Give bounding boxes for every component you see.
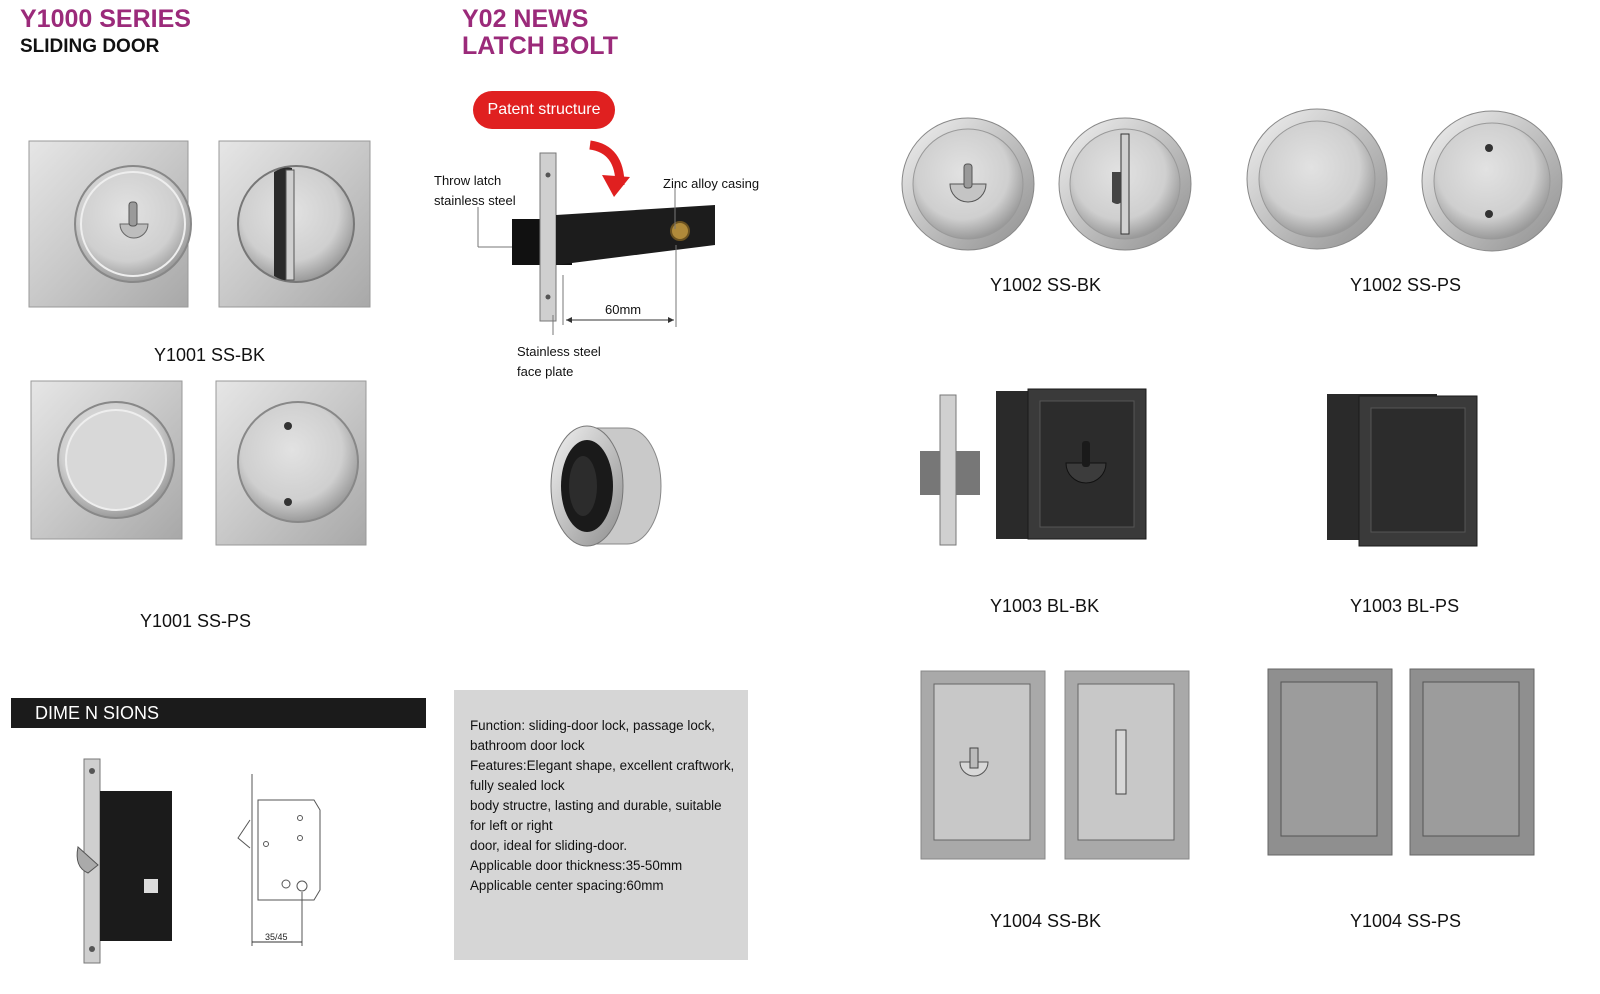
dimension-drawing: [230, 770, 330, 950]
info-line: Applicable center spacing:60mm: [470, 878, 664, 893]
y1002-ss-ps-image: [1245, 105, 1565, 257]
mortise-body-image: [72, 757, 182, 967]
y1003-bl-bk-label: Y1003 BL-BK: [990, 596, 1100, 616]
dimension-35-45-label: 35/45: [265, 932, 288, 942]
latch-title-line2: LATCH BOLT: [462, 32, 618, 60]
throw-latch-label-1: Throw latch: [434, 173, 502, 188]
face-plate-label-1: Stainless steel: [517, 344, 601, 359]
info-line: Features:Elegant shape, excellent craftwork,: [470, 758, 735, 773]
info-line: body structre, lasting and durable, suitable: [470, 798, 722, 813]
dimensions-header-bar: DIME N SIONS: [11, 698, 426, 728]
series-subtitle: SLIDING DOOR: [20, 36, 160, 57]
y1003-bl-bk-image: [918, 385, 1153, 555]
info-text: [470, 716, 734, 896]
series-title: Y1000 SERIES: [20, 5, 191, 33]
zinc-casing-label: Zinc alloy casing: [663, 176, 760, 191]
info-line: bathroom door lock: [470, 738, 585, 753]
y1004-ss-ps-image: [1267, 668, 1537, 858]
y1004-ss-bk-label: Y1004 SS-BK: [990, 911, 1102, 931]
face-plate-label-2: face plate: [517, 364, 574, 379]
info-line: door, ideal for sliding-door.: [470, 838, 628, 853]
y1002-ss-bk-image: [900, 112, 1195, 257]
info-line: Function: sliding-door lock, passage lock,: [470, 718, 715, 733]
y1001-ss-ps-label: Y1001 SS-PS: [140, 611, 252, 631]
latch-title-line1: Y02 NEWS: [462, 5, 589, 33]
latch-bolt-diagram: [430, 135, 770, 335]
y1003-bl-ps-image: [1325, 390, 1480, 550]
patent-badge: Patent structure: [473, 91, 615, 129]
y1003-bl-ps-label: Y1003 BL-PS: [1350, 596, 1460, 616]
y1001-ss-bk-image: [28, 140, 373, 312]
y1002-ss-ps-label: Y1002 SS-PS: [1350, 275, 1462, 295]
throw-latch-label-2: stainless steel: [434, 193, 516, 208]
info-line: for left or right: [470, 818, 553, 833]
y1004-ss-ps-label: Y1004 SS-PS: [1350, 911, 1462, 931]
y1002-ss-bk-label: Y1002 SS-BK: [990, 275, 1102, 295]
y1004-ss-bk-image: [920, 670, 1192, 862]
info-line: Applicable door thickness:35-50mm: [470, 858, 683, 873]
latch-cup-image: [525, 422, 665, 554]
y1001-ss-bk-label: Y1001 SS-BK: [154, 345, 266, 365]
dimension-60mm-label: 60mm: [605, 302, 642, 317]
info-line: fully sealed lock: [470, 778, 565, 793]
y1001-ss-ps-image: [30, 380, 370, 548]
info-box: [454, 690, 748, 960]
